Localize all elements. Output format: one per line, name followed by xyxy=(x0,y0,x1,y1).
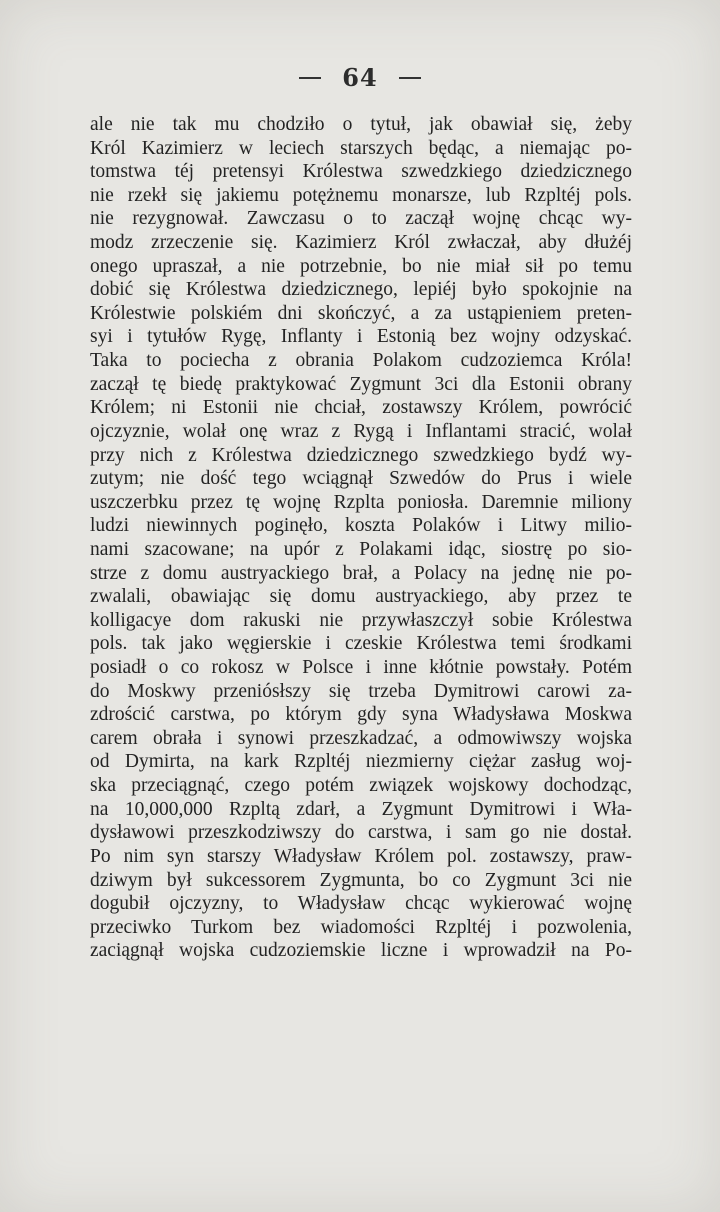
text-line: uszczerbku przez tę wojnę Rzplta poniosła. Daremnie miliony xyxy=(90,491,632,513)
header-dash-right xyxy=(399,77,421,79)
text-line: onego upraszał, a nie potrzebnie, bo nie miał sił po temu xyxy=(90,255,632,277)
text-line: Królem; ni Estonii nie chciał, zostawszy Królem, powrócić xyxy=(90,397,632,419)
text-line: Taka to pociecha z obrania Polakom cudzoziemca Króla! xyxy=(90,350,632,372)
text-line: nie rezygnował. Zawczasu o to zaczął wojnę chcąc wy- xyxy=(90,208,632,230)
header-dash-left xyxy=(299,77,321,79)
text-line: Po nim syn starszy Władysław Królem pol. zostawszy, praw- xyxy=(90,845,632,867)
text-line: syi i tytułów Rygę, Inflanty i Estonią bez wojny odzyskać. xyxy=(90,326,632,348)
page-number: 64 xyxy=(342,63,378,92)
text-line: zutym; nie dość tego wciągnął Szwedów do Prus i wiele xyxy=(90,468,632,490)
text-line: ale nie tak mu chodziło o tytuł, jak obawiał się, żeby xyxy=(90,114,632,135)
text-line: pols. tak jako węgierskie i czeskie Królestwa temi środkami xyxy=(90,633,632,655)
text-line: nie rzekł się jakiemu potężnemu monarsze, lub Rzpltéj pols. xyxy=(90,184,632,206)
text-line: Królestwie polskiém dni skończyć, a za ustąpieniem preten- xyxy=(90,302,632,324)
text-line: dogubił ojczyzny, to Władysław chcąc wykierować wojnę xyxy=(90,893,632,915)
text-line: ludzi niewinnych poginęło, koszta Polaków i Litwy milio- xyxy=(90,515,632,537)
text-line: ska przeciągnąć, czego potém związek wojskowy dochodząc, xyxy=(90,775,632,797)
text-line: kolligacye dom rakuski nie przywłaszczył sobie Królestwa xyxy=(90,609,632,631)
text-line: na 10,000,000 Rzpltą zdarł, a Zygmunt Dymitrowi i Wła- xyxy=(90,798,632,820)
text-line: do Moskwy przeniósłszy się trzeba Dymitrowi carowi za- xyxy=(90,680,632,702)
text-line: Król Kazimierz w leciech starszych będąc, a niemając po- xyxy=(90,137,632,159)
body-text xyxy=(90,113,632,963)
text-line: przeciwko Turkom bez wiadomości Rzpltéj i pozwolenia, xyxy=(90,916,632,938)
text-line: ojczyznie, wolał onę wraz z Rygą i Inflantami stracić, wolał xyxy=(90,420,632,442)
text-line: zdrościć carstwa, po którym gdy syna Władysława Moskwa xyxy=(90,704,632,726)
text-line: dziwym był sukcessorem Zygmunta, bo co Zygmunt 3ci nie xyxy=(90,869,632,891)
text-line: posiadł o co rokosz w Polsce i inne kłótnie powstały. Potém xyxy=(90,657,632,679)
text-line: nami szacowane; na upór z Polakami idąc, siostrę po sio- xyxy=(90,538,632,560)
text-line: przy nich z Królestwa dziedzicznego szwedzkiego bydź wy- xyxy=(90,444,632,466)
text-line: dobić się Królestwa dziedzicznego, lepiéj było spokojnie na xyxy=(90,279,632,301)
page-header xyxy=(0,62,720,92)
text-line: zaczął tę biedę praktykować Zygmunt 3ci dla Estonii obrany xyxy=(90,373,632,395)
text-line: zwalali, obawiając się domu austryackiego, aby przez te xyxy=(90,586,632,608)
text-line: dysławowi przeszkodziwszy do carstwa, i sam go nie dostał. xyxy=(90,822,632,844)
text-line: modz zrzeczenie się. Kazimierz Król zwłaczał, aby dłużéj xyxy=(90,232,632,254)
text-line: tomstwa téj pretensyi Królestwa szwedzkiego dziedzicznego xyxy=(90,161,632,183)
text-line: zaciągnął wojska cudzoziemskie liczne i wprowadził na Po- xyxy=(90,940,632,962)
text-line: strze z domu austryackiego brał, a Polacy na jednę nie po- xyxy=(90,562,632,584)
text-line: od Dymirta, na kark Rzpltéj niezmierny ciężar zasług woj- xyxy=(90,751,632,773)
text-line: carem obrała i synowi przeszkadzać, a odmowiwszy wojska xyxy=(90,727,632,749)
